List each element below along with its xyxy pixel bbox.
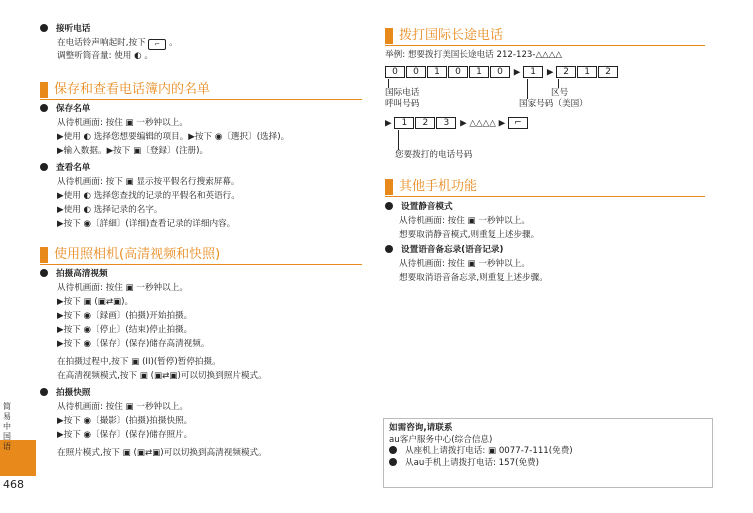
arrow-icon: ▶ — [385, 118, 392, 129]
digit-box: 0 — [406, 66, 426, 78]
video-line-5: ▶按下 ◉〔保存〕(保存)储存高清视频。 — [57, 339, 210, 349]
save-line-1: 从待机画面: 按住 ▣ 一秒钟以上。 — [57, 118, 188, 128]
call-key-icon: ⌐ — [148, 39, 166, 50]
photo-line-1: 从待机画面: 按住 ▣ 一秒钟以上。 — [57, 402, 188, 412]
memo-line-1: 从待机画面: 按住 ▣ 一秒钟以上。 — [399, 259, 530, 269]
arrow-icon: ▶ — [513, 67, 521, 78]
video-line-6: 在拍摄过程中,按下 ▣ (II)(暂停)暂停拍摄。 — [57, 357, 221, 367]
title-bar-icon — [385, 28, 393, 44]
video-line-7: 在高清视频模式,按下 ▣ (▣⇄▣)可以切换到照片模式。 — [57, 371, 267, 381]
answer-line-1: 在电话铃声响起时,按下 ⌐ 。 — [57, 38, 178, 48]
answer-line-2: 调整听筒音量: 使用 ◐ 。 — [57, 51, 153, 61]
view-line-1: 从待机画面: 按下 ▣ 显示按平假名行搜索屏幕。 — [57, 177, 240, 187]
connector-line — [398, 130, 399, 150]
digit-box: 2 — [556, 66, 576, 78]
photo-line-4: 在照片模式,按下 ▣ (▣⇄▣)可以切换到高清视频模式。 — [57, 448, 267, 458]
arrow-icon: ▶ — [498, 118, 506, 129]
camera-title: 使用照相机(高清视频和快照) — [40, 245, 362, 265]
digit-box: 1 — [469, 66, 489, 78]
dial-row-2 — [385, 117, 529, 130]
page-number: 468 — [3, 478, 24, 491]
contact-heading: 如需咨询,请联系 — [389, 423, 453, 433]
label-intl-2: 呼叫号码 — [385, 99, 420, 109]
intl-example: 举例: 想要拨打美国长途电话 212-123-△△△△ — [385, 50, 562, 60]
connector-line — [388, 79, 389, 88]
digit-box: 1 — [394, 117, 414, 129]
silent-line-2: 想要取消静音模式,则重复上述步骤。 — [399, 230, 540, 240]
view-line-4: ▶按下 ◉〔詳細〕(详细)查看记录的详细内容。 — [57, 219, 236, 229]
label-intl: 国际电话 — [385, 88, 420, 98]
label-area: 区号 — [551, 88, 569, 98]
other-title: 其他手机功能 — [385, 177, 705, 197]
digit-box: 2 — [598, 66, 618, 78]
title-bar-icon — [385, 179, 393, 195]
arrow-icon: ▶ — [546, 67, 554, 78]
contact-line: au客户服务中心(综合信息) — [389, 434, 493, 445]
title-bar-icon — [40, 247, 48, 263]
arrow-icon: ▶ — [460, 118, 467, 129]
photo-line-2: ▶按下 ◉〔撮影〕(拍摄)拍摄快照。 — [57, 416, 193, 426]
video-line-3: ▶按下 ◉〔録画〕(拍摄)开始拍摄。 — [57, 311, 193, 321]
contact-item-2: 从au手机上请拨打电话: 157(免费) — [389, 458, 707, 470]
photo-line-3: ▶按下 ◉〔保存〕(保存)储存照片。 — [57, 430, 193, 440]
label-country: 国家号码（美国） — [519, 99, 588, 109]
connector-line — [558, 79, 559, 88]
save-heading: 保存名单 — [40, 104, 90, 116]
digit-box: 1 — [427, 66, 447, 78]
video-line-2: ▶按下 ▣ (▣⇄▣)。 — [57, 297, 134, 307]
side-label: 简易中国语 — [3, 402, 11, 451]
digit-box: 0 — [490, 66, 510, 78]
photo-heading: 拍摄快照 — [40, 388, 90, 400]
triangle-digits: △△△△ — [469, 118, 496, 129]
video-heading: 拍摄高清视频 — [40, 269, 108, 281]
save-line-3: ▶输入数据。▶按下 ▣〔登録〕(注册)。 — [57, 146, 209, 156]
save-line-2: ▶使用 ◐ 选择您想要编辑的项目。▶按下 ◉〔選択〕(选择)。 — [57, 132, 290, 142]
silent-heading: 设置静音模式 — [385, 202, 453, 214]
digit-box: 0 — [448, 66, 468, 78]
connector-line — [527, 79, 528, 99]
digit-box: 0 — [385, 66, 405, 78]
memo-heading: 设置语音备忘录(语音记录) — [385, 245, 503, 257]
title-bar-icon — [40, 82, 48, 98]
call-key-icon: ⌐ — [508, 117, 528, 129]
digit-box: 1 — [523, 66, 543, 78]
contact-item-1: 从座机上请拨打电话: ▣ 0077-7-111(免费) — [389, 446, 707, 458]
view-line-2: ▶使用 ◐ 选择您查找的记录的平假名和英语行。 — [57, 191, 240, 201]
digit-box: 1 — [577, 66, 597, 78]
dial-row-1 — [385, 66, 619, 79]
memo-line-2: 想要取消语音备忘录,则重复上述步骤。 — [399, 273, 548, 283]
answer-heading: 接听电话 — [40, 24, 90, 36]
view-heading: 查看名单 — [40, 163, 90, 175]
intl-title: 拨打国际长途电话 — [385, 26, 705, 46]
phonebook-title: 保存和查看电话簿内的名单 — [40, 80, 362, 100]
video-line-1: 从待机画面: 按住 ▣ 一秒钟以上。 — [57, 283, 188, 293]
label-target: 您要拨打的电话号码 — [395, 150, 473, 160]
view-line-3: ▶使用 ◐ 选择记录的名字。 — [57, 205, 163, 215]
silent-line-1: 从待机画面: 按住 ▣ 一秒钟以上。 — [399, 216, 530, 226]
video-line-4: ▶按下 ◉〔停止〕(结束)停止拍摄。 — [57, 325, 193, 335]
digit-box: 3 — [436, 117, 456, 129]
contact-box — [383, 418, 713, 488]
digit-box: 2 — [415, 117, 435, 129]
